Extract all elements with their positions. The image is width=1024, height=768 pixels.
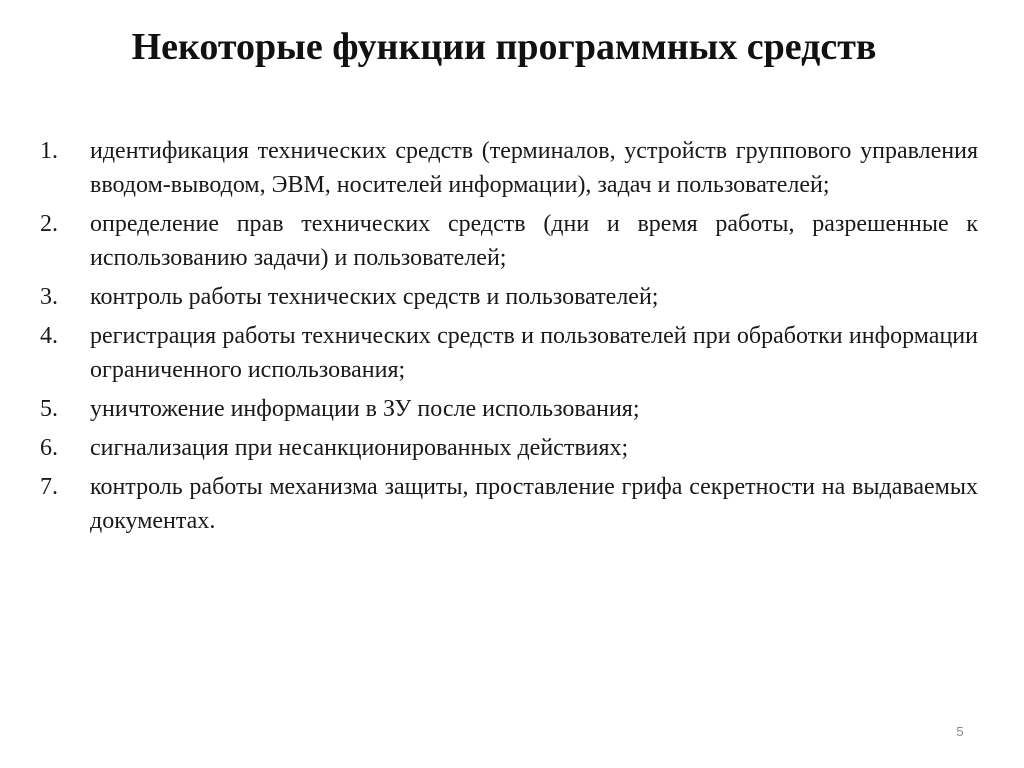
page-number: 5 — [956, 724, 964, 739]
list-item-text: идентификация технических средств (терминалов, устройств группового управления вводом-выводом, ЭВМ, носителей информации), задач и пользователей; — [90, 138, 978, 198]
list-item-number: 4. — [40, 323, 58, 349]
list-item — [40, 392, 978, 426]
list-item-number: 1. — [40, 138, 58, 164]
list-item-number: 3. — [40, 284, 58, 310]
list-item — [40, 431, 978, 465]
slide-title: Некоторые функции программных средств — [131, 26, 877, 68]
list-item — [40, 134, 978, 202]
list-item-number: 6. — [40, 435, 58, 461]
function-list — [40, 134, 978, 543]
list-item-text: уничтожение информации в ЗУ после использования; — [90, 396, 640, 422]
list-item-text: контроль работы технических средств и пользователей; — [90, 284, 659, 310]
list-item — [40, 280, 978, 314]
list-item-text: регистрация работы технических средств и пользователей при обработки информации ограниченного использования; — [90, 323, 978, 383]
list-item-number: 7. — [40, 474, 58, 500]
list-item-text: определение прав технических средств (дни и время работы, разрешенные к использованию задачи) и пользователей; — [90, 211, 978, 271]
list-item-text: контроль работы механизма защиты, проставление грифа секретности на выдаваемых документах. — [90, 474, 978, 534]
list-item-number: 5. — [40, 396, 58, 422]
list-item — [40, 470, 978, 538]
list-item-text: сигнализация при несанкционированных действиях; — [90, 435, 629, 461]
list-item-number: 2. — [40, 211, 58, 237]
list-item — [40, 319, 978, 387]
list-item — [40, 207, 978, 275]
